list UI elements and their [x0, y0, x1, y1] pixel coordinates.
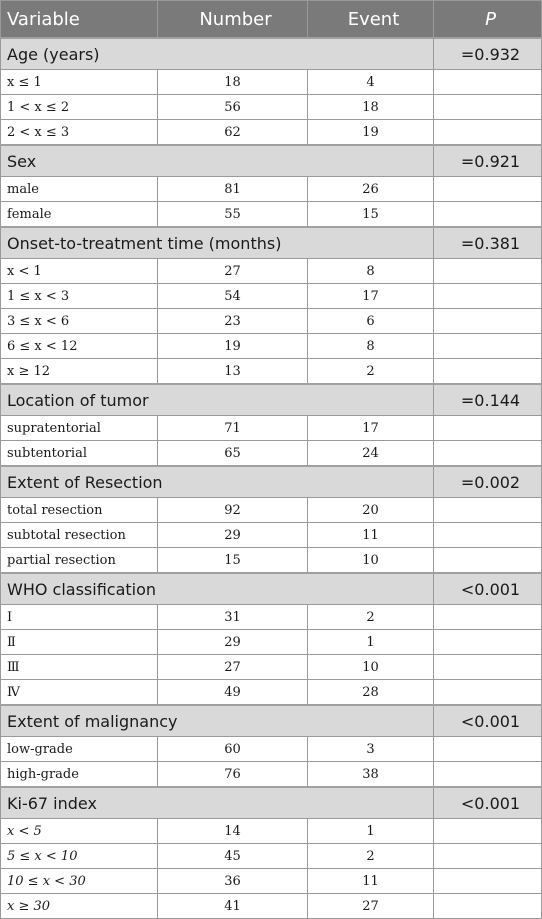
row-p-empty: [434, 680, 542, 706]
table-row: [1, 869, 542, 894]
group-title: Extent of Resection: [1, 466, 434, 498]
row-event: 8: [308, 334, 434, 359]
row-p-empty: [434, 894, 542, 919]
group-title: Onset-to-treatment time (months): [1, 227, 434, 259]
row-p-empty: [434, 309, 542, 334]
table-row: [1, 441, 542, 467]
row-number: 55: [158, 202, 308, 228]
group-header-row: [1, 787, 542, 819]
table-row: [1, 259, 542, 284]
row-event: 3: [308, 737, 434, 762]
table-row: [1, 359, 542, 385]
group-p-value: =0.144: [434, 384, 542, 416]
row-event: 2: [308, 844, 434, 869]
group-header-row: [1, 466, 542, 498]
row-p-empty: [434, 259, 542, 284]
row-event: 2: [308, 605, 434, 630]
row-label: subtentorial: [1, 441, 158, 467]
row-label: x ≥ 12: [1, 359, 158, 385]
table-row: [1, 70, 542, 95]
row-number: 13: [158, 359, 308, 385]
row-number: 54: [158, 284, 308, 309]
row-number: 56: [158, 95, 308, 120]
row-p-empty: [434, 655, 542, 680]
row-p-empty: [434, 869, 542, 894]
row-p-empty: [434, 630, 542, 655]
group-p-value: <0.001: [434, 573, 542, 605]
table-row: [1, 655, 542, 680]
row-p-empty: [434, 359, 542, 385]
header-event: Event: [308, 1, 434, 39]
table-row: [1, 605, 542, 630]
row-number: 71: [158, 416, 308, 441]
row-p-empty: [434, 605, 542, 630]
group-title: WHO classification: [1, 573, 434, 605]
row-label: subtotal resection: [1, 523, 158, 548]
table-row: [1, 202, 542, 228]
group-header-row: [1, 573, 542, 605]
row-label: x < 1: [1, 259, 158, 284]
row-number: 60: [158, 737, 308, 762]
table-row: [1, 95, 542, 120]
group-p-value: =0.381: [434, 227, 542, 259]
row-p-empty: [434, 548, 542, 574]
row-number: 92: [158, 498, 308, 523]
row-p-empty: [434, 120, 542, 146]
row-event: 1: [308, 819, 434, 844]
row-p-empty: [434, 202, 542, 228]
group-title: Location of tumor: [1, 384, 434, 416]
table-row: [1, 894, 542, 919]
row-label: x ≥ 30: [1, 894, 158, 919]
header-variable: Variable: [1, 1, 158, 39]
table-row: [1, 844, 542, 869]
group-header-row: [1, 145, 542, 177]
group-title: Extent of malignancy: [1, 705, 434, 737]
table-row: [1, 177, 542, 202]
row-number: 31: [158, 605, 308, 630]
table-row: [1, 416, 542, 441]
row-number: 19: [158, 334, 308, 359]
table-row: [1, 309, 542, 334]
row-label: 5 ≤ x < 10: [1, 844, 158, 869]
row-label: 1 ≤ x < 3: [1, 284, 158, 309]
row-number: 27: [158, 259, 308, 284]
row-event: 26: [308, 177, 434, 202]
row-label: male: [1, 177, 158, 202]
group-p-value: =0.921: [434, 145, 542, 177]
row-p-empty: [434, 498, 542, 523]
table-body: [1, 38, 542, 919]
table-row: [1, 737, 542, 762]
row-number: 76: [158, 762, 308, 788]
row-label: total resection: [1, 498, 158, 523]
row-number: 81: [158, 177, 308, 202]
row-number: 18: [158, 70, 308, 95]
row-number: 62: [158, 120, 308, 146]
group-p-value: <0.001: [434, 705, 542, 737]
row-event: 11: [308, 869, 434, 894]
row-label: high-grade: [1, 762, 158, 788]
row-event: 1: [308, 630, 434, 655]
row-event: 17: [308, 284, 434, 309]
row-p-empty: [434, 70, 542, 95]
row-p-empty: [434, 819, 542, 844]
row-event: 10: [308, 548, 434, 574]
row-label: 10 ≤ x < 30: [1, 869, 158, 894]
row-event: 8: [308, 259, 434, 284]
row-label: 2 < x ≤ 3: [1, 120, 158, 146]
row-number: 29: [158, 523, 308, 548]
row-event: 15: [308, 202, 434, 228]
row-number: 23: [158, 309, 308, 334]
row-event: 38: [308, 762, 434, 788]
row-number: 29: [158, 630, 308, 655]
table-row: [1, 630, 542, 655]
row-number: 14: [158, 819, 308, 844]
row-event: 11: [308, 523, 434, 548]
row-event: 17: [308, 416, 434, 441]
row-label: Ⅱ: [1, 630, 158, 655]
table-row: [1, 548, 542, 574]
table-row: [1, 120, 542, 146]
table-row: [1, 523, 542, 548]
row-label: Ⅰ: [1, 605, 158, 630]
table-row: [1, 762, 542, 788]
row-number: 15: [158, 548, 308, 574]
row-event: 18: [308, 95, 434, 120]
row-number: 41: [158, 894, 308, 919]
row-p-empty: [434, 762, 542, 788]
row-event: 28: [308, 680, 434, 706]
row-number: 65: [158, 441, 308, 467]
row-label: 6 ≤ x < 12: [1, 334, 158, 359]
row-number: 45: [158, 844, 308, 869]
table-row: [1, 498, 542, 523]
group-header-row: [1, 38, 542, 70]
row-number: 49: [158, 680, 308, 706]
table-row: [1, 284, 542, 309]
row-p-empty: [434, 95, 542, 120]
header-p-value: P: [434, 1, 542, 39]
row-label: Ⅲ: [1, 655, 158, 680]
row-label: supratentorial: [1, 416, 158, 441]
row-label: partial resection: [1, 548, 158, 574]
table-row: [1, 819, 542, 844]
group-header-row: [1, 705, 542, 737]
row-number: 27: [158, 655, 308, 680]
group-p-value: =0.932: [434, 38, 542, 70]
group-p-value: =0.002: [434, 466, 542, 498]
row-p-empty: [434, 284, 542, 309]
row-event: 6: [308, 309, 434, 334]
row-label: 1 < x ≤ 2: [1, 95, 158, 120]
row-event: 24: [308, 441, 434, 467]
group-title: Age (years): [1, 38, 434, 70]
table-row: [1, 680, 542, 706]
row-p-empty: [434, 844, 542, 869]
row-number: 36: [158, 869, 308, 894]
header-row: [1, 1, 542, 39]
group-header-row: [1, 227, 542, 259]
group-p-value: <0.001: [434, 787, 542, 819]
group-header-row: [1, 384, 542, 416]
row-p-empty: [434, 177, 542, 202]
row-p-empty: [434, 523, 542, 548]
row-p-empty: [434, 334, 542, 359]
row-event: 20: [308, 498, 434, 523]
row-event: 10: [308, 655, 434, 680]
row-label: x ≤ 1: [1, 70, 158, 95]
group-title: Ki-67 index: [1, 787, 434, 819]
row-label: Ⅳ: [1, 680, 158, 706]
row-label: 3 ≤ x < 6: [1, 309, 158, 334]
row-p-empty: [434, 416, 542, 441]
row-event: 19: [308, 120, 434, 146]
group-title: Sex: [1, 145, 434, 177]
row-p-empty: [434, 737, 542, 762]
table-row: [1, 334, 542, 359]
row-p-empty: [434, 441, 542, 467]
row-event: 2: [308, 359, 434, 385]
row-event: 4: [308, 70, 434, 95]
row-event: 27: [308, 894, 434, 919]
row-label: x < 5: [1, 819, 158, 844]
row-label: low-grade: [1, 737, 158, 762]
row-label: female: [1, 202, 158, 228]
header-number: Number: [158, 1, 308, 39]
